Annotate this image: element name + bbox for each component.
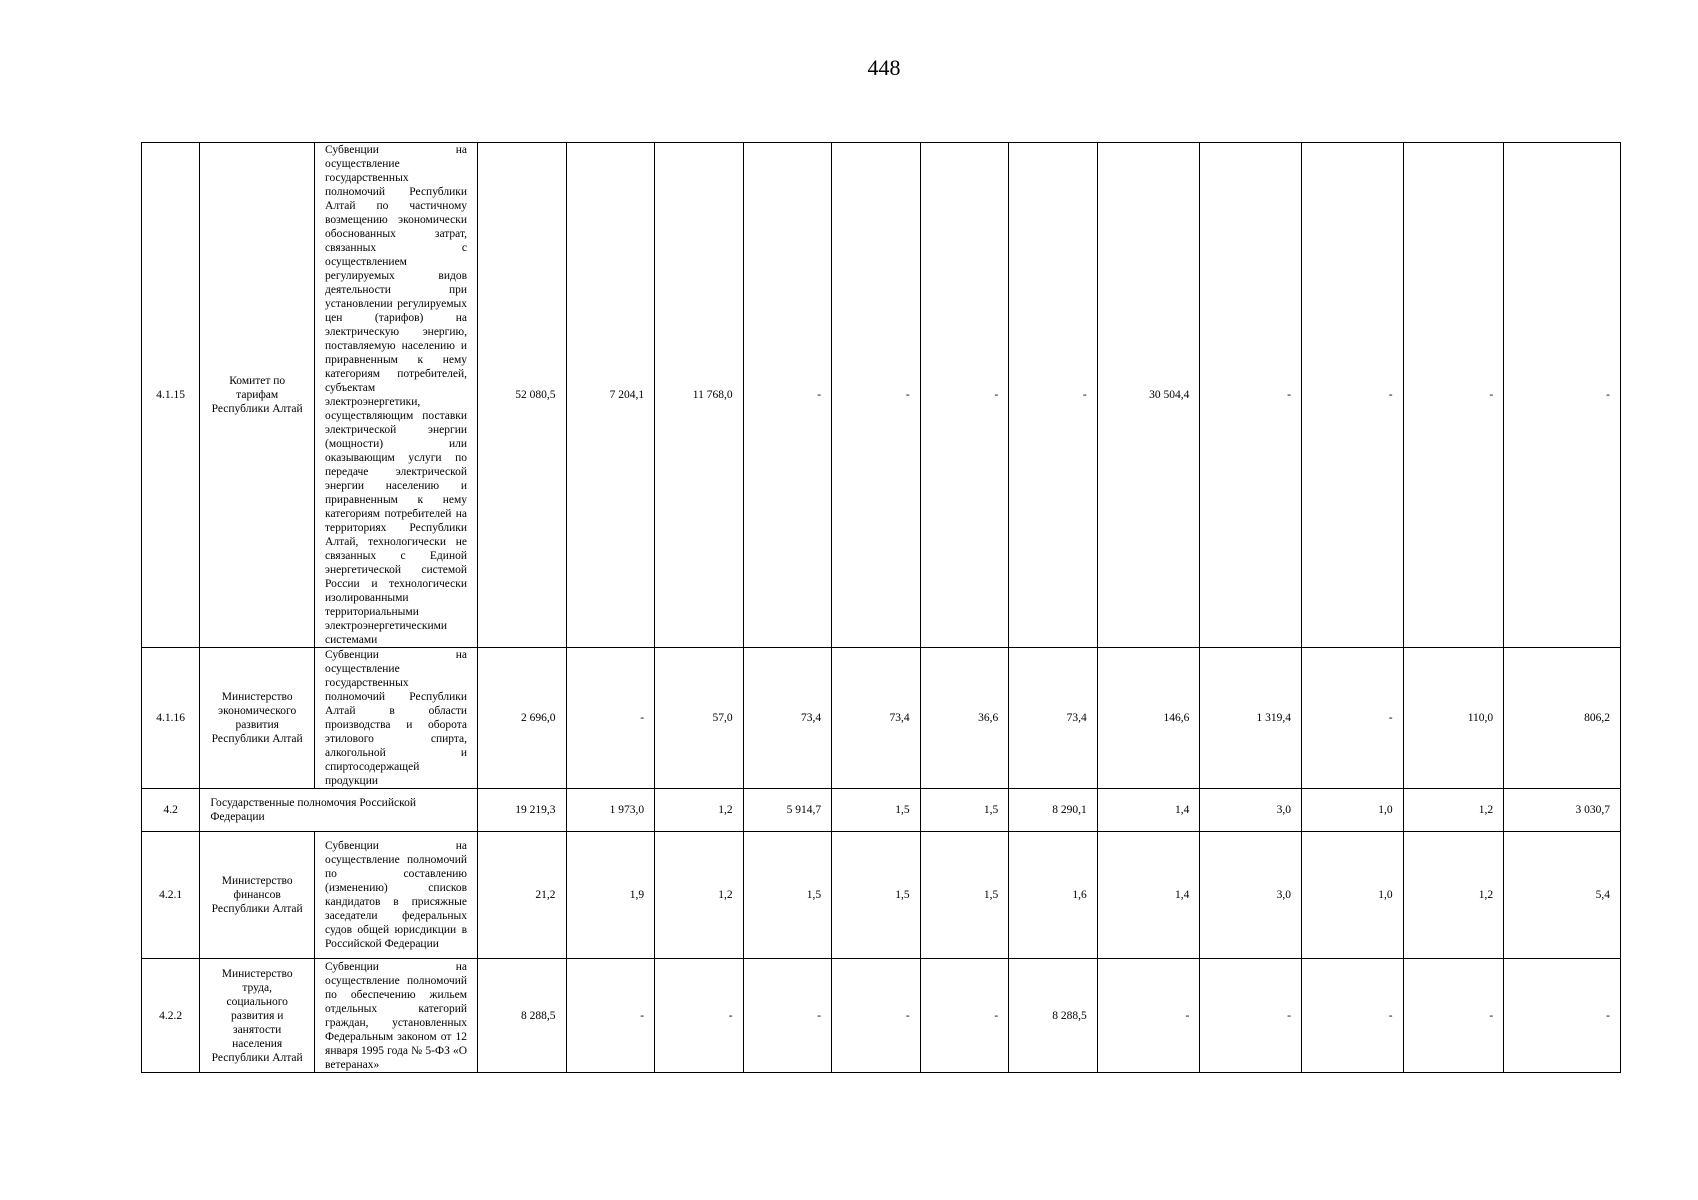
- row-value: 30 504,4: [1097, 143, 1200, 648]
- row-value: 1 973,0: [566, 789, 655, 832]
- table-row: [142, 959, 1621, 1073]
- row-value: -: [1301, 143, 1403, 648]
- row-value: -: [566, 648, 655, 789]
- row-organization: Министерство труда, социального развития и занятости населения Республики Алтай: [200, 959, 315, 1073]
- row-value: 8 288,5: [478, 959, 567, 1073]
- row-value: 806,2: [1504, 648, 1621, 789]
- row-value: 146,6: [1097, 648, 1200, 789]
- row-value: 73,4: [832, 648, 921, 789]
- row-value: 1,4: [1097, 832, 1200, 959]
- table-row: [142, 832, 1621, 959]
- row-code: 4.2: [142, 789, 200, 832]
- row-value: 1,6: [1009, 832, 1098, 959]
- row-value: -: [1403, 143, 1504, 648]
- row-value: 3 030,7: [1504, 789, 1621, 832]
- table-row: [142, 648, 1621, 789]
- row-value: 1,2: [655, 789, 744, 832]
- row-value: 19 219,3: [478, 789, 567, 832]
- row-value: -: [1009, 143, 1098, 648]
- row-value: 1,5: [832, 832, 921, 959]
- row-value: 3,0: [1200, 832, 1302, 959]
- row-value: 73,4: [743, 648, 832, 789]
- row-value: 7 204,1: [566, 143, 655, 648]
- row-code: 4.1.16: [142, 648, 200, 789]
- row-organization: Комитет по тарифам Республики Алтай: [200, 143, 315, 648]
- row-code: 4.2.1: [142, 832, 200, 959]
- row-value: 1,5: [832, 789, 921, 832]
- row-value: 1 319,4: [1200, 648, 1302, 789]
- row-description: Субвенции на осуществление полномочий по составлению (изменению) списков кандидатов в присяжные заседатели федеральных судов общей юрисдикции в Российской Федерации: [315, 832, 478, 959]
- row-value: 5 914,7: [743, 789, 832, 832]
- row-organization: Министерство финансов Республики Алтай: [200, 832, 315, 959]
- row-value: -: [1200, 143, 1302, 648]
- row-value: -: [832, 143, 921, 648]
- row-code: 4.1.15: [142, 143, 200, 648]
- page-number: 448: [867, 55, 901, 80]
- row-value: -: [655, 959, 744, 1073]
- row-value: 1,2: [1403, 789, 1504, 832]
- row-value: -: [1301, 648, 1403, 789]
- row-value: 1,9: [566, 832, 655, 959]
- budget-table: [141, 142, 1621, 1073]
- row-value: -: [920, 143, 1009, 648]
- row-value: 1,5: [743, 832, 832, 959]
- row-value: 1,5: [920, 832, 1009, 959]
- row-value: 73,4: [1009, 648, 1098, 789]
- row-value: -: [1403, 959, 1504, 1073]
- row-value: 110,0: [1403, 648, 1504, 789]
- row-value: 52 080,5: [478, 143, 567, 648]
- row-value: 1,0: [1301, 789, 1403, 832]
- row-description: Субвенции на осуществление государственных полномочий Республики Алтай в области производства и оборота этилового спирта, алкогольной и спиртосодержащей продукции: [315, 648, 478, 789]
- row-value: -: [1097, 959, 1200, 1073]
- row-value: -: [743, 143, 832, 648]
- row-value: 36,6: [920, 648, 1009, 789]
- row-value: 1,0: [1301, 832, 1403, 959]
- row-organization: Министерство экономического развития Республики Алтай: [200, 648, 315, 789]
- row-value: 8 290,1: [1009, 789, 1098, 832]
- row-value: -: [920, 959, 1009, 1073]
- row-description: Субвенции на осуществление полномочий по обеспечению жильем отдельных категорий граждан, установленных Федеральным законом от 12 января 1995 года № 5-ФЗ «О ветеранах»: [315, 959, 478, 1073]
- row-value: 2 696,0: [478, 648, 567, 789]
- row-value: 8 288,5: [1009, 959, 1098, 1073]
- row-value: 5,4: [1504, 832, 1621, 959]
- row-value: -: [1301, 959, 1403, 1073]
- row-value: -: [832, 959, 921, 1073]
- row-value: 21,2: [478, 832, 567, 959]
- row-value: 11 768,0: [655, 143, 744, 648]
- row-description: Субвенции на осуществление государственных полномочий Республики Алтай по частичному возмещению экономически обоснованных затрат, связанных с осуществлением регулируемых видов деятельности при установлении регулируемых цен (тарифов) на электрическую энергию, поставляемую населению и приравненным к нему категориям потребителей, субъектам электроэнергетики, осуществляющим поставки электрической энергии (мощности) или оказывающим услуги по передаче электрической энергии населению и приравненным к нему категориям потребителей на территориях Республики Алтай, технологически не связанных с Единой энергетической системой России и технологически изолированными территориальными электроэнергетическими системами: [315, 143, 478, 648]
- row-value: 1,2: [1403, 832, 1504, 959]
- row-value: -: [1200, 959, 1302, 1073]
- section-title: Государственные полномочия Российской Федерации: [200, 789, 478, 832]
- row-value: 3,0: [1200, 789, 1302, 832]
- row-value: -: [743, 959, 832, 1073]
- row-code: 4.2.2: [142, 959, 200, 1073]
- row-value: -: [1504, 143, 1621, 648]
- row-value: 1,5: [920, 789, 1009, 832]
- table-row: [142, 143, 1621, 648]
- row-value: 57,0: [655, 648, 744, 789]
- row-value: -: [566, 959, 655, 1073]
- row-value: 1,4: [1097, 789, 1200, 832]
- table-row-section: [142, 789, 1621, 832]
- row-value: 1,2: [655, 832, 744, 959]
- row-value: -: [1504, 959, 1621, 1073]
